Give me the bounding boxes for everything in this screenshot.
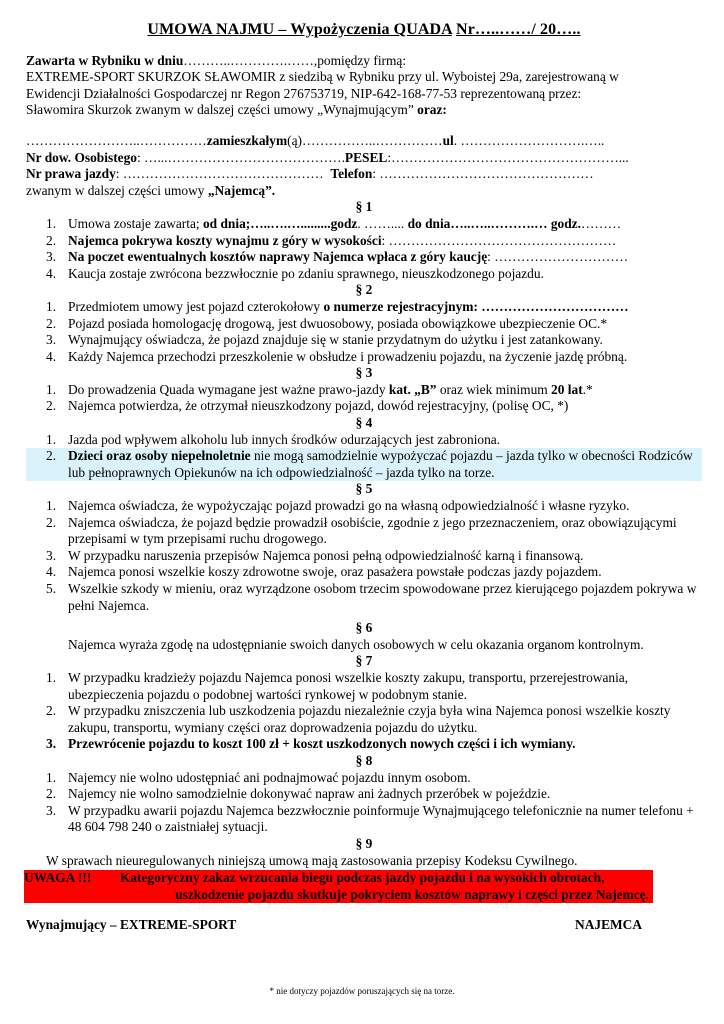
list-item: 5. Wszelkie szkody w mieniu, oraz wyrządzone osobom trzecim spowodowane przez kierującego pojazdem pokrywa w pełni Najemca. — [46, 581, 697, 613]
document-title — [26, 22, 702, 39]
warning-line-2: uszkodzenie pojazdu skutkuje pokryciem kosztów naprawy i części przez Najemcę. — [175, 886, 649, 902]
list-item: 3. Wynajmujący oświadcza, że pojazd znajduje się w stanie przydatnym do użytku i jest zatankowany. — [46, 332, 603, 348]
list-item: 2. Najemca potwierdza, że otrzymał nieuszkodzony pojazd, dowód rejestracyjny, (polisę OC, *) — [46, 398, 569, 414]
section-1-list — [26, 216, 702, 282]
section-2-list — [26, 299, 702, 365]
section-7-list — [26, 670, 702, 753]
list-item: 4. Kaucja zostaje zwrócona bezzwłocznie po zdaniu sprawnego, nieuszkodzonego pojazdu. — [46, 265, 544, 281]
list-item: 1. W przypadku kradzieży pojazdu Najemca ponosi wszelkie koszty zakupu, transportu, przerejestrowania, ubezpieczenia pojazdu o podobnej wartości rynkowej w podobnym stanie. — [46, 669, 629, 702]
section-4-header: § 4 — [355, 415, 373, 431]
section-6-header: § 6 — [355, 620, 373, 636]
list-item: 1. Przedmiotem umowy jest pojazd czterokołowy o numerze rejestracyjnym: …………………………… — [46, 298, 629, 314]
section-5-header: § 5 — [355, 481, 373, 497]
title-main: UMOWA NAJMU – Wypożyczenia QUADA — [147, 21, 452, 38]
intro-line-1: Zawarta w Rybniku w dniu………..………….……,pomiędzy firmą: — [26, 52, 407, 68]
section-3-header: § 3 — [355, 365, 373, 381]
section-5-list — [26, 498, 702, 614]
list-item: 2. Najemcy nie wolno samodzielnie dokonywać napraw ani żadnych przeróbek w pojeździe. — [46, 786, 551, 802]
signatures — [26, 917, 702, 934]
list-item: 1. Do prowadzenia Quada wymagane jest ważne prawo-jazdy kat. „B” oraz wiek minimum 20 lat.* — [46, 381, 593, 397]
list-item: 4. Każdy Najemca przechodzi przeszkolenie w obsłudze i prowadzeniu pojazdu, na życzenie jazdę próbną. — [46, 348, 628, 364]
list-item: 3. W przypadku naruszenia przepisów Najemca ponosi pełną odpowiedzialność karną i finansową. — [46, 547, 584, 563]
list-item: 3. Na poczet ewentualnych kosztów naprawy Najemca wpłaca z góry kaucję: ………………………… — [46, 249, 629, 265]
section-1-header: § 1 — [355, 199, 373, 215]
section-2-header: § 2 — [355, 282, 373, 298]
tenant-license-line: Nr prawa jazdy: ……………………………………… Telefon: ………………………………………… — [26, 166, 594, 182]
landlord-signature-label: Wynajmujący – EXTREME-SPORT — [26, 917, 237, 933]
warning-line-1: Kategoryczny zakaz wrzucania biegu podczas jazdy pojazdu i na wysokich obrotach, — [120, 870, 605, 886]
section-8-header: § 8 — [355, 752, 373, 768]
section-6-text: Najemca wyraża zgodę na udostępnianie swoich danych osobowych w celu okazania organom kontrolnym. — [68, 636, 644, 652]
list-item: 2. W przypadku zniszczenia lub uszkodzenia pojazdu niezależnie czyja była wina Najemca ponosi wszelkie koszty zakupu, transportu, wymiany części oraz doprowadzenia pojazdu do użytku. — [46, 703, 671, 735]
list-item: 3. Przewrócenie pojazdu to koszt 100 zł + koszt uszkodzonych nowych części i ich wymiany. — [46, 736, 576, 752]
intro-section — [26, 53, 702, 119]
list-item: 1. Jazda pod wpływem alkoholu lub innych środków odurzających jest zabroniona. — [46, 431, 501, 447]
list-item: 3. W przypadku awarii pojazdu Najemca bezzwłocznie poinformuje Wynajmującego telefonicznie na numer telefonu + 48 604 798 240 o zaistniałej sytuacji. — [46, 802, 694, 835]
section-4-list — [26, 432, 702, 482]
section-7-header: § 7 — [355, 653, 373, 669]
footnote: * nie dotyczy pojazdów poruszających się na torze. — [269, 986, 455, 996]
tenant-id-line: Nr dow. Osobistego: …...………………………………….PESEL:……………………………………………... — [26, 149, 629, 165]
list-item: 2. Najemca oświadcza, że pojazd będzie prowadził osobiście, zgodnie z jego przeznaczeniem, oraz obowiązującymi przepisami w tym przepisami ruchu drogowego. — [46, 514, 677, 547]
section-9-header: § 9 — [355, 835, 373, 851]
tenant-named-line: zwanym w dalszej części umowy „Najemcą”. — [26, 182, 276, 198]
intro-line-4: Sławomira Skurzok zwanym w dalszej części umowy „Wynajmującym” oraz: — [26, 102, 447, 118]
intro-line-2: EXTREME-SPORT SKURZOK SŁAWOMIR z siedzibą w Rybniku przy ul. Wyboistej 29a, zarejestrowaną w — [26, 69, 619, 85]
tenant-section — [26, 133, 702, 199]
contract-document — [26, 16, 702, 934]
section-8-list — [26, 770, 702, 836]
warning-box — [24, 870, 653, 903]
list-item: 1. Najemca oświadcza, że wypożyczając pojazd prowadzi go na własną odpowiedzialność i własne ryzyko. — [46, 498, 630, 514]
list-item: 4. Najemca ponosi wszelkie koszy zdrowotne swoje, oraz pasażera powstałe podczas jazdy pojazdem. — [46, 564, 602, 580]
section-9-text: W sprawach nieuregulowanych niniejszą umową mają zastosowania przepisy Kodeksu Cywilnego. — [46, 852, 578, 868]
list-item: 1. Najemcy nie wolno udostępniać ani podnajmować pojazdu innym osobom. — [46, 769, 471, 785]
tenant-address-line: ……………………..……………zamieszkałym(ą)……………..……………ul. ……………………….….. — [26, 132, 605, 148]
warning-label: UWAGA !!! — [24, 870, 92, 886]
list-item: 1. Umowa zostaje zawarta; od dnia;…..….….........godz. …….... do dnia…..…..……….… godz.……… — [46, 215, 622, 231]
list-item: 2. Pojazd posiada homologację drogową, jest dwuosobowy, posiada obowiązkowe ubezpieczenie OC.* — [46, 315, 608, 331]
title-number: Nr…..……/ 20….. — [456, 21, 581, 38]
highlighted-list-item: 2. Dzieci oraz osoby niepełnoletnie nie mogą samodzielnie wypożyczać pojazdu – jazda tylko w obecności Rodziców lub pełnoprawnych Opiekunów na ich odpowiedzialność – jazda tylko na torze. — [26, 448, 702, 481]
list-item: 2. Najemca pokrywa koszty wynajmu z góry w wysokości: …………………………………………… — [46, 232, 617, 248]
intro-line-3: Ewidencji Działalności Gospodarczej nr Regon 276753719, NIP-642-168-77-53 reprezentowaną przez: — [26, 85, 582, 101]
tenant-signature-label: NAJEMCA — [575, 917, 642, 933]
section-3-list — [26, 382, 702, 415]
